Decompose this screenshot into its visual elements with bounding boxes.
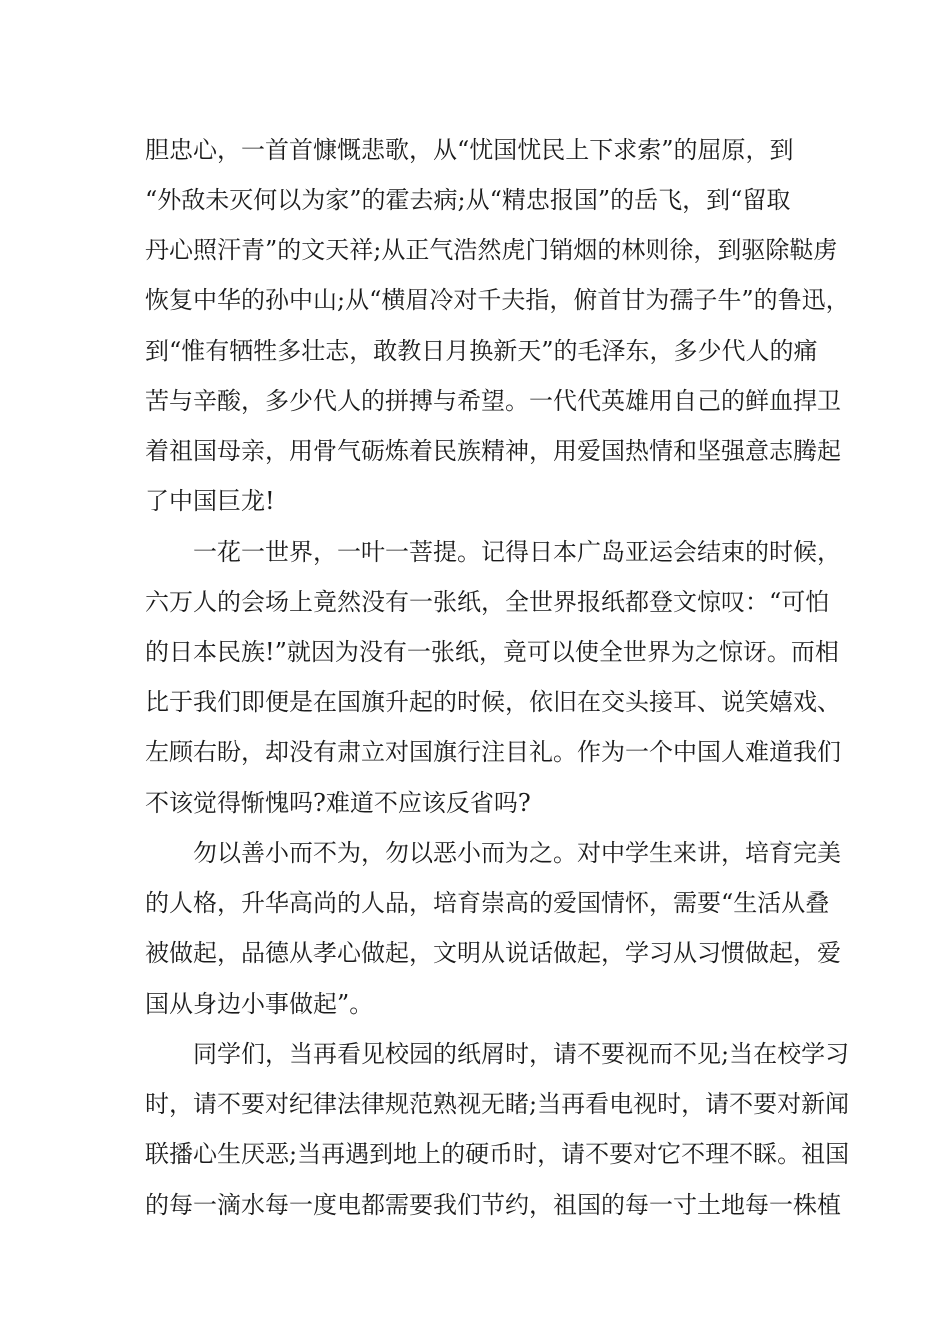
text-line-2: “外敌未灭何以为家”的霍去病;从“精忠报国”的岳飞，到“留取 — [145, 186, 791, 214]
text-line-6: 苦与辛酸，多少代人的拼搏与希望。一代代英雄用自己的鲜血捍卫 — [145, 387, 841, 415]
text-line-7: 着祖国母亲，用骨气砺炼着民族精神，用爱国热情和坚强意志腾起 — [145, 437, 841, 465]
text-line-17: 被做起，品德从孝心做起，文明从说话做起，学习从习惯做起，爱 — [145, 939, 841, 967]
text-line-10: 六万人的会场上竟然没有一张纸，全世界报纸都登文惊叹：“可怕 — [145, 588, 830, 616]
text-line-3: 丹心照汗青”的文天祥;从正气浩然虎门销烟的林则徐，到驱除鞑虏 — [145, 236, 838, 264]
text-line-22: 的每一滴水每一度电都需要我们节约，祖国的每一寸土地每一株植 — [145, 1191, 841, 1219]
text-line-5: 到“惟有牺牲多壮志，敢教日月换新天”的毛泽东，多少代人的痛 — [145, 337, 818, 365]
paragraph-start-line: 同学们，当再看见校园的纸屑时，请不要视而不见;当在校学习 — [193, 1040, 850, 1068]
text-line-11: 的日本民族!”就因为没有一张纸，竟可以使全世界为之惊讶。而相 — [145, 638, 839, 666]
text-line-16: 的人格，升华高尚的人品，培育崇高的爱国情怀，需要“生活从叠 — [145, 889, 830, 917]
text-line-8: 了中国巨龙! — [145, 487, 275, 515]
paragraph-start-line: 勿以善小而不为，勿以恶小而为之。对中学生来讲，培育完美 — [193, 839, 841, 867]
text-line-12: 比于我们即便是在国旗升起的时候，依旧在交头接耳、说笑嬉戏、 — [145, 688, 841, 716]
text-line-13: 左顾右盼，却没有肃立对国旗行注目礼。作为一个中国人难道我们 — [145, 738, 841, 766]
text-line-14: 不该觉得惭愧吗?难道不应该反省吗? — [145, 789, 531, 817]
paragraph-start-line: 一花一世界，一叶一菩提。记得日本广岛亚运会结束的时候， — [193, 538, 841, 566]
text-line-18: 国从身边小事做起”。 — [145, 990, 374, 1018]
text-line-21: 联播心生厌恶;当再遇到地上的硬币时，请不要对它不理不睬。祖国 — [145, 1140, 850, 1168]
text-line-20: 时，请不要对纪律法律规范熟视无睹;当再看电视时，请不要对新闻 — [145, 1090, 850, 1118]
text-line-4: 恢复中华的孙中山;从“横眉冷对千夫指，俯首甘为孺子牛”的鲁迅， — [145, 286, 850, 314]
text-line-1: 胆忠心，一首首慷慨悲歌，从“忧国忧民上下求索”的屈原，到 — [145, 136, 794, 164]
